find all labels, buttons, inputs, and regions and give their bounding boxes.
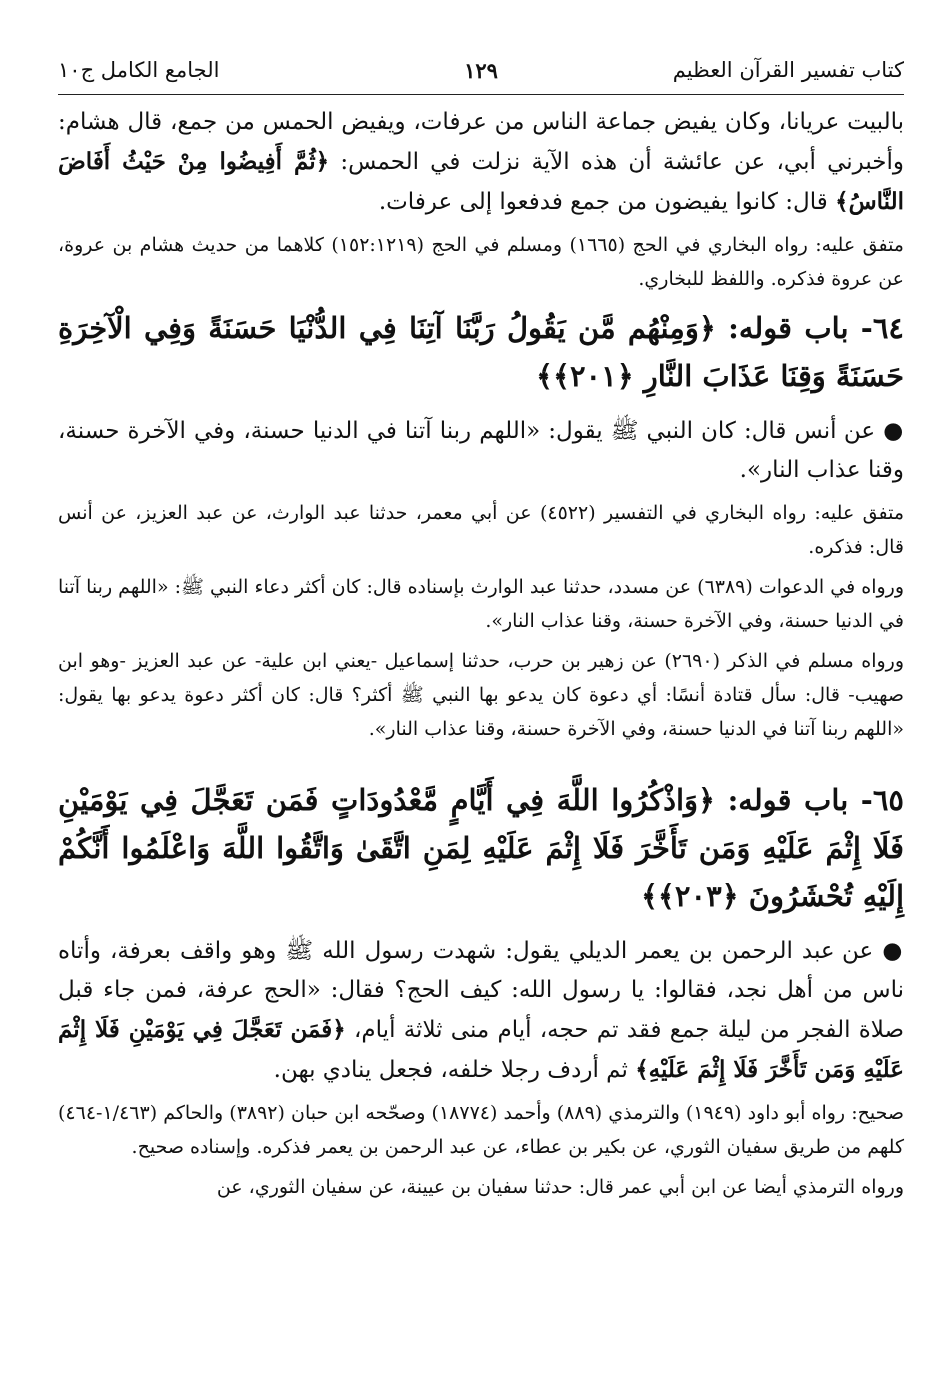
page-header bbox=[58, 48, 904, 95]
takhrij-note: ورواه في الدعوات (٦٣٨٩) عن مسدد، حدثنا عبد الوارث بإسناده قال: كان أكثر دعاء النبي ﷺ: «اللهم ربنا آتنا في الدنيا حسنة، وفي الآخرة حسنة، وقنا عذاب النار». bbox=[58, 576, 905, 632]
takhrij-note: متفق عليه: رواه البخاري في التفسير (٤٥٢٢) عن أبي معمر، حدثنا عبد الوارث، عن عبد العزيز، عن أنس قال: فذكره. bbox=[58, 502, 905, 558]
chapter-verse: ﴿وَمِنْهُم مَّن يَقُولُ رَبَّنَا آتِنَا فِي الدُّنْيَا حَسَنَةً وَفِي الْآخِرَةِ حَسَنَةً وَقِنَا عَذَابَ النَّارِ ﴿٢٠١﴾﴾ bbox=[58, 311, 904, 393]
hadith-continuation bbox=[58, 103, 904, 222]
hadith-anas: ● عن أنس قال: كان النبي ﷺ يقول: «اللهم ربنا آتنا في الدنيا حسنة، وفي الآخرة حسنة، وقنا عذاب النار». bbox=[58, 412, 904, 490]
quran-quote: ﴿فَمَن تَعَجَّلَ فِي يَوْمَيْنِ فَلَا إِثْمَ عَلَيْهِ وَمَن تَأَخَّرَ فَلَا إِثْمَ عَلَيْهِ﴾ bbox=[58, 1016, 904, 1083]
chapter-label: ٦٤- باب قوله: bbox=[715, 311, 904, 345]
chapter-verse: ﴿وَاذْكُرُوا اللَّهَ فِي أَيَّامٍ مَّعْدُودَاتٍ فَمَن تَعَجَّلَ فِي يَوْمَيْنِ فَلَا إِثْمَ عَلَيْهِ وَمَن تَأَخَّرَ فَلَا إِثْمَ عَلَيْهِ لِمَنِ اتَّقَىٰ وَاتَّقُوا اللَّهَ وَاعْلَمُوا أَنَّكُمْ إِلَيْهِ تُحْشَرُونَ ﴿٢٠٣﴾﴾ bbox=[58, 783, 904, 913]
chapter-label: ٦٥- باب قوله: bbox=[715, 783, 904, 817]
takhrij-note: ورواه مسلم في الذكر (٢٦٩٠) عن زهير بن حرب، حدثنا إسماعيل -يعني ابن علية- عن عبد العزيز -وهو ابن صهيب- قال: سأل قتادة أنسًا: أي دعوة كان يدعو بها النبي ﷺ أكثر؟ قال: كان أكثر دعوة يدعو بها يقول: «اللهم ربنا آتنا في الدنيا حسنة، وفي الآخرة حسنة، وقنا عذاب النار». bbox=[58, 650, 904, 740]
book-title: كتاب تفسير القرآن العظيم bbox=[672, 58, 904, 82]
hadith-text: قال: كانوا يفيضون من جمع فدفعوا إلى عرفات. bbox=[378, 189, 836, 215]
chapter-heading-64 bbox=[58, 304, 904, 400]
volume-label: الجامع الكامل ج١٠ bbox=[58, 58, 220, 82]
hadith-text: بالبيت عريانا، وكان يفيض جماعة الناس من عرفات، ويفيض الحمس من جمع، قال هشام: وأخبرني أبي، عن عائشة أن هذه الآية نزلت في الحمس: bbox=[58, 109, 904, 175]
hadith-text: عن عبد الرحمن بن يعمر الديلي يقول: شهدت رسول الله ﷺ وهو واقف بعرفة، وأتاه ناس من أهل نجد، فقالوا: يا رسول الله: كيف الحج؟ فقال: «الحج عرفة، فمن جاء قبل صلاة الفجر من ليلة جمع فقد تم حجه، أيام منى ثلاثة أيام، bbox=[58, 938, 905, 1043]
takhrij-note: صحيح: رواه أبو داود (١٩٤٩) والترمذي (٨٨٩) وأحمد (١٨٧٧٤) وصحّحه ابن حبان (٣٨٩٢) والحاكم (١/٤٦٣-٤٦٤) كلهم من طريق سفيان الثوري، عن بكير بن عطاء، عن عبد الرحمن بن يعمر فذكره. وإسناده صحيح. bbox=[58, 1102, 904, 1158]
hadith-text: ثم أردف رجلا خلفه، فجعل ينادي بهن. bbox=[273, 1057, 636, 1083]
takhrij-note: ورواه الترمذي أيضا عن ابن أبي عمر قال: حدثنا سفيان بن عيينة، عن سفيان الثوري، عن bbox=[216, 1176, 904, 1198]
chapter-heading-65 bbox=[58, 776, 904, 920]
book-page bbox=[58, 48, 904, 1204]
takhrij-note: متفق عليه: رواه البخاري في الحج (١٦٦٥) ومسلم في الحج (١٥٢:١٢١٩) كلاهما من حديث هشام بن عروة، عن عروة فذكره. واللفظ للبخاري. bbox=[58, 234, 904, 290]
page-number: ١٢٩ bbox=[464, 58, 498, 83]
hadith-abdurrahman bbox=[58, 932, 904, 1090]
quran-quote: ﴿ثُمَّ أَفِيضُوا مِنْ حَيْثُ أَفَاضَ النَّاسُ﴾ bbox=[58, 148, 904, 215]
